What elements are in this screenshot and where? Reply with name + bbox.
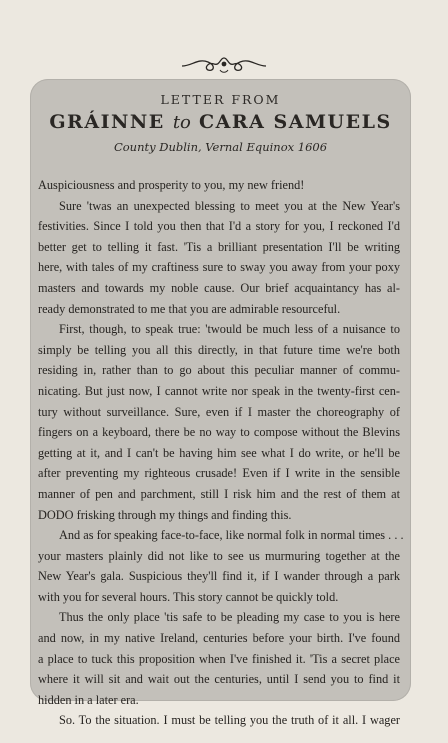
text-line: Sure 'twas an unexpected blessing to meet you at the New Year's	[59, 198, 400, 213]
text-line: DODO frisking through my things and finding this.	[38, 507, 292, 522]
text-line: First, though, to speak true: 'twould be much less of a nuisance to	[59, 322, 400, 337]
text-line: a place to tuck this proposition when I've finished it. 'Tis a secret place	[38, 651, 400, 666]
text-line: Auspiciousness and prosperity to you, my new friend!	[38, 178, 305, 192]
text-line: manner of pen and parchment, still I risk him and the rest of them at	[38, 486, 400, 501]
text-line: simply be telling you all this directly, in that future time we're both	[38, 342, 400, 357]
text-line: ready demonstrated to me that you are admirable resourceful.	[38, 301, 341, 316]
text-line: New Year's gala. Suspicious they'll find it, if I wander through a park	[38, 569, 400, 584]
text-line: after preventing my righteous crusade! Even if I write in the sensible	[38, 466, 400, 481]
text-line: fingers on a keyboard, there be no way to compose without the Blevins	[38, 425, 400, 440]
text-line: masters and towards my noble cause. Our brief acquaintancy has al-	[38, 280, 400, 295]
text-line: festivities. Since I told you then that I'd a story for you, I reckoned I'd	[38, 219, 400, 234]
letter-title	[30, 110, 411, 135]
letter-from-label: LETTER FROM	[160, 92, 281, 107]
letter-body	[38, 175, 404, 731]
text-line: with you for several hours. This story cannot be quickly told.	[38, 589, 339, 604]
dateline: County Dublin, Vernal Equinox 1606	[113, 140, 328, 154]
text-line: residing in, rather than to go about this peculiar manner of commu-	[38, 363, 400, 378]
text-line: So. To the situation. I must be telling you the truth of it all. I wager	[59, 713, 400, 728]
flourish-ornament-icon	[180, 52, 268, 76]
text-line: your masters plainly did not like to see us murmuring together at the	[38, 548, 400, 563]
text-line: nicating. But just now, I cannot write nor speak in the twenty-first cen-	[38, 383, 400, 398]
letter-heading	[30, 92, 411, 155]
text-line: better get to telling it fast. 'Tis a brilliant presentation I'll be writing	[38, 239, 400, 254]
text-line: here, with tales of my craftiness sure to sway you away from your poxy	[38, 260, 400, 275]
text-line: And as for speaking face-to-face, like normal folk in normal times . . .	[59, 528, 404, 543]
title-connector: to	[172, 112, 191, 133]
sender-name: GRÁINNE	[49, 111, 165, 133]
text-line: Thus the only place 'tis safe to be pleading my case to you is here	[59, 610, 400, 625]
text-line: hidden in a later era.	[38, 692, 139, 707]
text-line: where it will sit and wait out the centuries, until I send you to find it	[38, 672, 400, 687]
text-line: tury without surveillance. Sure, even if I master the choreography of	[38, 404, 400, 419]
text-line: and now, in my native Ireland, centuries before your birth. I've found	[38, 631, 400, 646]
text-line: getting at it, and I can't be having him see what I do write, or he'll be	[38, 445, 400, 460]
recipient-name: CARA SAMUELS	[199, 111, 392, 133]
